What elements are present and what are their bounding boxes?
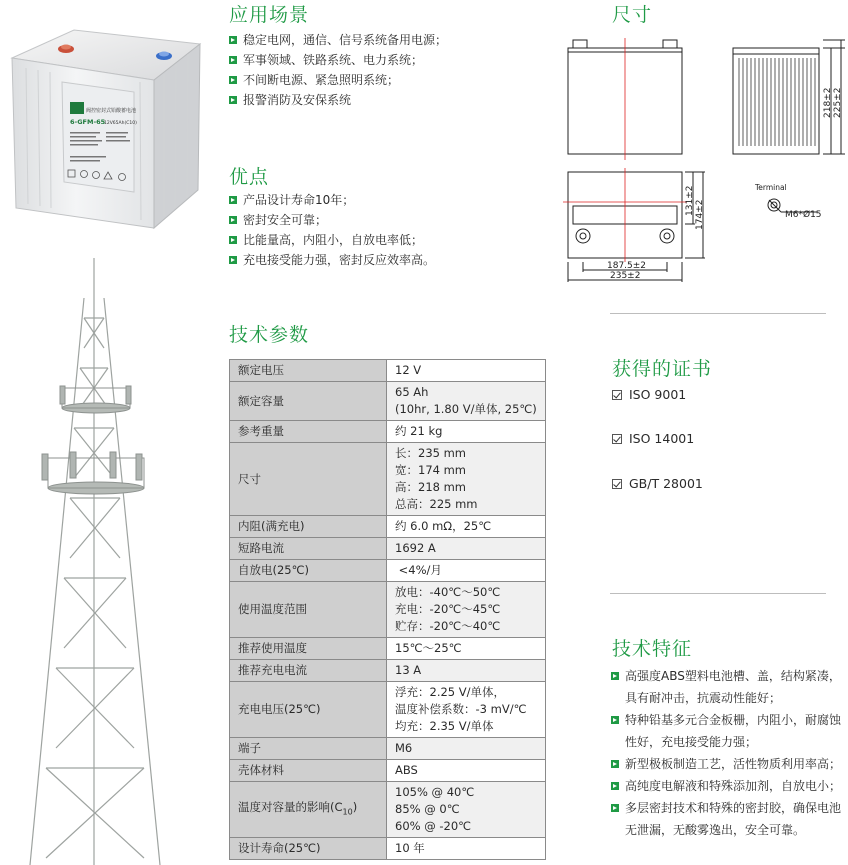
battery-image <box>4 22 204 234</box>
table-row: 温度对容量的影响$(C_{10})$ 105% @ 40℃ 85% @ 0℃ 60% @ -20℃ <box>230 782 546 838</box>
advantages-list <box>229 190 435 270</box>
application-title: 应用场景 <box>229 4 310 26</box>
certificate-item: GB/T 28001 <box>612 476 703 491</box>
list-item: 特种铅基多元合金板栅，内阻小，耐腐蚀性好，充电接受能力强； <box>611 709 843 753</box>
dim-w2: 235±2 <box>610 271 641 281</box>
bullet-icon <box>611 782 619 790</box>
certificates-title: 获得的证书 <box>612 358 713 380</box>
list-item: 不间断电源、紧急照明系统； <box>229 70 447 90</box>
dim-side-h2: 174±2 <box>695 199 705 230</box>
certificate-item: ISO 14001 <box>612 431 694 446</box>
dimensions-title: 尺寸 <box>612 4 653 26</box>
terminal-spec: M6*Ø15 <box>785 210 822 220</box>
list-item: 稳定电网，通信、信号系统备用电源； <box>229 30 447 50</box>
bullet-icon <box>229 196 237 204</box>
list-item: 产品设计寿命10年； <box>229 190 435 210</box>
checkbox-icon <box>612 479 622 489</box>
battery-label-model: 6-GFM-65 <box>70 118 106 126</box>
list-item: 高纯度电解液和特殊添加剂，自放电小； <box>611 775 843 797</box>
list-item: 新型极板制造工艺，活性物质利用率高； <box>611 753 843 775</box>
bullet-icon <box>229 216 237 224</box>
table-row: 壳体材料 ABS <box>230 760 546 782</box>
dimension-drawings <box>555 30 848 290</box>
list-item: 充电接受能力强，密封反应效率高。 <box>229 250 435 270</box>
table-row: 推荐充电电流 13 A <box>230 660 546 682</box>
application-list <box>229 30 447 110</box>
table-row: 短路电流 1692 A <box>230 538 546 560</box>
list-item: 报警消防及安保系统 <box>229 90 447 110</box>
divider <box>610 593 826 594</box>
list-item: 军事领域、铁路系统、电力系统； <box>229 50 447 70</box>
table-row: 推荐使用温度 15℃～25℃ <box>230 638 546 660</box>
table-row: 内阻(满充电) 约 6.0 mΩ，25℃ <box>230 516 546 538</box>
list-item: 多层密封技术和特殊的密封胶，确保电池无泄漏，无酸雾逸出，安全可靠。 <box>611 797 843 841</box>
table-row: 设计寿命(25℃) 10 年 <box>230 838 546 860</box>
dim-height2: 225±2 <box>833 87 843 118</box>
table-row: 自放电(25℃) <4%/月 <box>230 560 546 582</box>
tech-params-title: 技术参数 <box>229 324 310 346</box>
advantages-title: 优点 <box>229 166 270 188</box>
bullet-icon <box>229 256 237 264</box>
bullet-icon <box>611 760 619 768</box>
bullet-icon <box>229 96 237 104</box>
bullet-icon <box>229 56 237 64</box>
table-row: 额定电压 12 V <box>230 360 546 382</box>
table-row: 参考重量 约 21 kg <box>230 421 546 443</box>
features-title: 技术特征 <box>612 638 693 660</box>
terminal-label: Terminal <box>755 183 787 192</box>
dim-height1: 218±2 <box>823 87 833 118</box>
dim-side-h1: 131±2 <box>685 185 695 216</box>
bullet-icon <box>611 804 619 812</box>
bullet-icon <box>229 236 237 244</box>
list-item: 高强度ABS塑料电池槽、盖，结构紧凑，具有耐冲击，抗震动性能好； <box>611 665 843 709</box>
table-row: 端子 M6 <box>230 738 546 760</box>
certificate-item: ISO 9001 <box>612 387 686 402</box>
list-item: 密封安全可靠； <box>229 210 435 230</box>
checkbox-icon <box>612 434 622 444</box>
tech-params-table <box>229 359 546 860</box>
checkbox-icon <box>612 390 622 400</box>
bullet-icon <box>229 76 237 84</box>
dim-w1: 187.5±2 <box>607 261 647 271</box>
divider <box>610 313 826 314</box>
table-row: 充电电压(25℃) 浮充：2.25 V/单体， 温度补偿系数：-3 mV/℃ 均充：2.35 V/单体 <box>230 682 546 738</box>
battery-label-spec: 12V65Ah(C10) <box>104 121 137 126</box>
tower-image <box>0 258 200 865</box>
list-item: 比能量高，内阻小，自放电率低； <box>229 230 435 250</box>
features-list <box>611 665 843 841</box>
table-row: 额定容量 65 Ah (10hr, 1.80 V/单体, 25℃) <box>230 382 546 421</box>
bullet-icon <box>611 716 619 724</box>
bullet-icon <box>229 36 237 44</box>
table-row: 使用温度范围 放电：-40℃～50℃ 充电：-20℃～45℃ 贮存：-20℃～40℃ <box>230 582 546 638</box>
bullet-icon <box>611 672 619 680</box>
battery-label-subtitle: 阀控密封式铅酸蓄电池 <box>86 108 137 114</box>
table-row: 尺寸 长：235 mm 宽：174 mm 高：218 mm 总高：225 mm <box>230 443 546 516</box>
